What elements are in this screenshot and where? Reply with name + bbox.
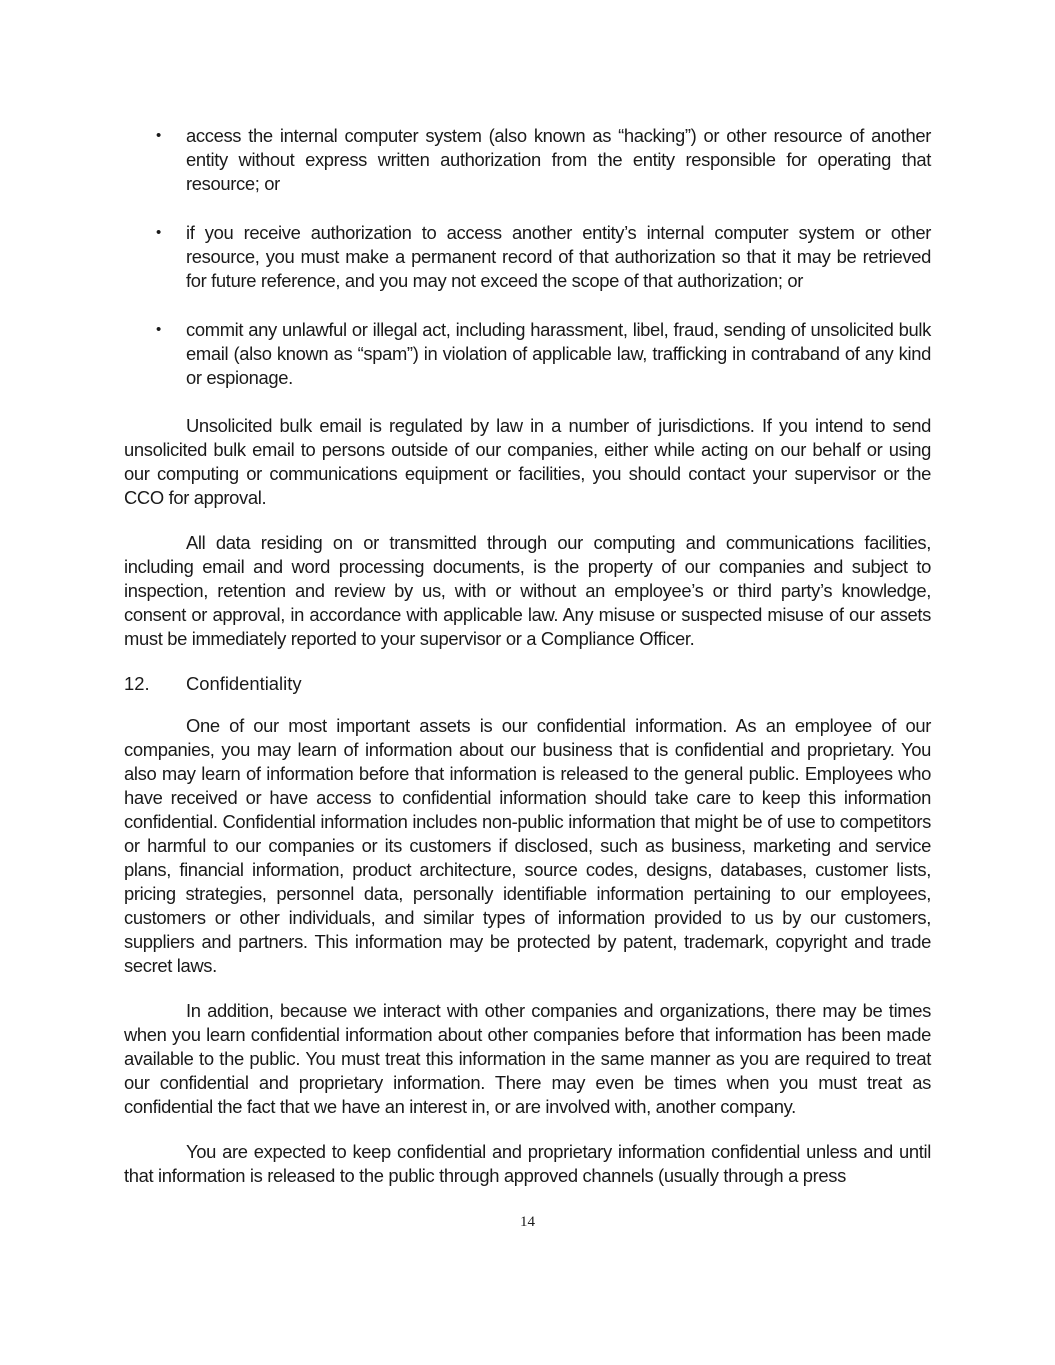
list-item-text: access the internal computer system (also known as “hacking”) or other resource of another entity without express written authorization from the entity responsible for operating that resource; or — [186, 125, 931, 194]
paragraph-other-companies: In addition, because we interact with other companies and organizations, there may be times when you learn confidential information about other companies before that information has been made available to the public. You must treat this information in the same manner as you are required to treat our confidential and proprietary information. There may even be times when you must treat as confidential the fact that we have an interest in, or are involved with, another company. — [124, 1000, 931, 1117]
list-item — [124, 318, 931, 390]
bullet-icon: • — [156, 127, 161, 144]
section-heading — [124, 672, 931, 696]
page-number: 14 — [520, 1214, 535, 1230]
paragraph-keep-confidential: You are expected to keep confidential and proprietary information confidential unless and until that information is released to the public through approved channels (usually through a press — [124, 1141, 931, 1186]
paragraph-bulk-email: Unsolicited bulk email is regulated by law in a number of jurisdictions. If you intend to send unsolicited bulk email to persons outside of our companies, either while acting on our behalf or using our computing or communications equipment or facilities, you should contact your supervisor or the CCO for approval. — [124, 415, 931, 508]
list-item — [124, 124, 931, 196]
list-item — [124, 221, 931, 293]
paragraph-data-ownership: All data residing on or transmitted through our computing and communications facilities, including email and word processing documents, is the property of our companies and subject to inspection, retention and review by us, with or without an employee’s or third party’s knowledge, consent or approval, in accordance with applicable law. Any misuse or suspected misuse of our assets must be immediately reported to your supervisor or a Compliance Officer. — [124, 532, 931, 649]
section-number: 12. — [124, 673, 150, 694]
paragraph-confidential-info: One of our most important assets is our confidential information. As an employee of our companies, you may learn of information about our business that is confidential and proprietary. You also may learn of information before that information is released to the general public. Employees who have received or have access to confidential information should take care to keep this information confidential. Confidential information includes non-public information that might be of use to competitors or harmful to our companies or its customers if disclosed, such as business, marketing and service plans, financial information, product architecture, source codes, designs, databases, customer lists, pricing strategies, personnel data, personally identifiable information pertaining to our employees, customers or other individuals, and similar types of information provided to us by our customers, suppliers and partners. This information may be protected by patent, trademark, copyright and trade secret laws. — [124, 715, 931, 976]
section-title: Confidentiality — [186, 673, 302, 694]
prohibited-actions-list — [124, 124, 931, 390]
bullet-icon: • — [156, 321, 161, 338]
bullet-icon: • — [156, 224, 161, 241]
list-item-text: commit any unlawful or illegal act, including harassment, libel, fraud, sending of unsolicited bulk email (also known as “spam”) in violation of applicable law, trafficking in contraband of any kind or espionage. — [186, 319, 931, 388]
list-item-text: if you receive authorization to access another entity’s internal computer system or other resource, you must make a permanent record of that authorization so that it may be retrieved for future reference, and you may not exceed the scope of that authorization; or — [186, 222, 931, 291]
document-page — [124, 124, 931, 1188]
